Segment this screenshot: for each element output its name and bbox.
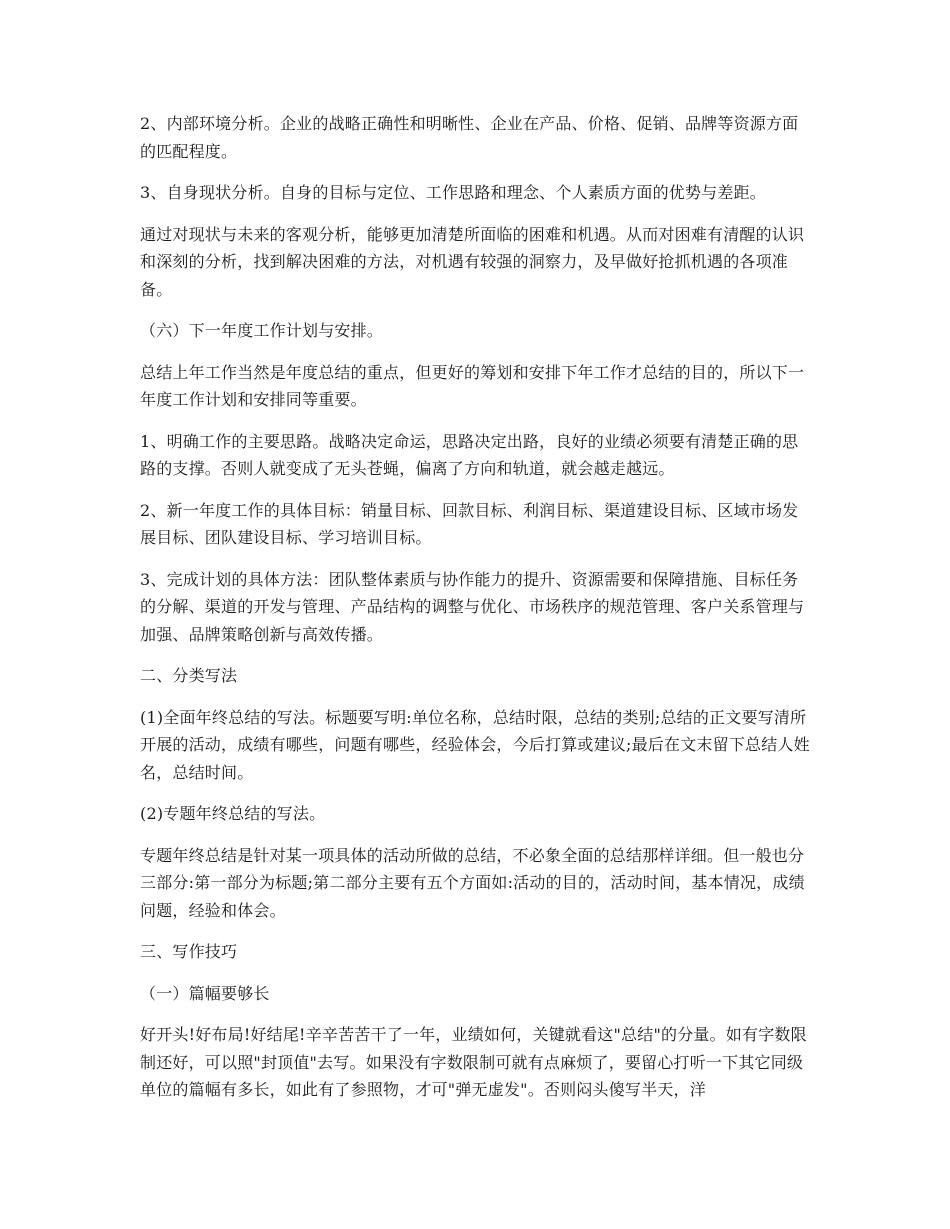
paragraph-topical-summary-heading: (2)专题年终总结的写法。 <box>140 804 326 823</box>
section-heading-classification: 二、分类写法 <box>140 666 238 685</box>
paragraph-self-analysis: 3、自身现状分析。自身的目标与定位、工作思路和理念、个人素质方面的优势与差距。 <box>140 183 766 202</box>
paragraph-topical-summary: 专题年终总结是针对某一项具体的活动所做的总结，不必象全面的总结那样详细。但一般也分三部分:第一部分为标题;第二部分主要有五个方面如:活动的目的，活动时间，基本情况，成绩问题，经验和体会。 <box>140 845 805 920</box>
paragraph-plan-importance: 总结上年工作当然是年度总结的重点，但更好的筹划和安排下年工作才总结的目的，所以下一年度工作计划和安排同等重要。 <box>140 362 805 409</box>
section-heading-plan: （六）下一年度工作计划与安排。 <box>140 321 384 340</box>
section-heading-writing-tips: 三、写作技巧 <box>140 942 238 961</box>
paragraph-specific-goals: 2、新一年度工作的具体目标：销量目标、回款目标、利润目标、渠道建设目标、区域市场发展目标、团队建设目标、学习培训目标。 <box>140 500 799 547</box>
document-page <box>140 110 812 1118</box>
paragraph-internal-analysis: 2、内部环境分析。企业的战略正确性和明晰性、企业在产品、价格、促销、品牌等资源方面的匹配程度。 <box>140 114 799 161</box>
paragraph-objective-analysis: 通过对现状与未来的客观分析，能够更加清楚所面临的困难和机遇。从而对困难有清醒的认识和深刻的分析，找到解决困难的方法，对机遇有较强的洞察力，及早做好抢抓机遇的各项准备。 <box>140 224 805 299</box>
paragraph-length-advice: 好开头!好布局!好结尾!辛辛苦苦干了一年，业绩如何，关键就看这"总结"的分量。如有字数限制还好，可以照"封顶值"去写。如果没有字数限制可就有点麻烦了，要留心打听一下其它同级单位的篇幅有多长，如此有了参照物，才可"弹无虚发"。否则闷头傻写半天，洋 <box>140 1025 807 1099</box>
paragraph-comprehensive-summary: (1)全面年终总结的写法。标题要写明:单位名称，总结时限，总结的类别;总结的正文要写清所开展的活动，成绩有哪些，问题有哪些，经验体会，今后打算或建议;最后在文末留下总结人姓名，总结时间。 <box>140 707 810 782</box>
subsection-heading-length: （一）篇幅要够长 <box>140 983 270 1003</box>
paragraph-methods: 3、完成计划的具体方法：团队整体素质与协作能力的提升、资源需要和保障措施、目标任务的分解、渠道的开发与管理、产品结构的调整与优化、市场秩序的规范管理、客户关系管理与加强、品牌策略创新与高效传播。 <box>140 569 805 644</box>
paragraph-main-ideas: 1、明确工作的主要思路。战略决定命运，思路决定出路，良好的业绩必须要有清楚正确的思路的支撑。否则人就变成了无头苍蝇，偏离了方向和轨道，就会越走越远。 <box>140 431 799 478</box>
